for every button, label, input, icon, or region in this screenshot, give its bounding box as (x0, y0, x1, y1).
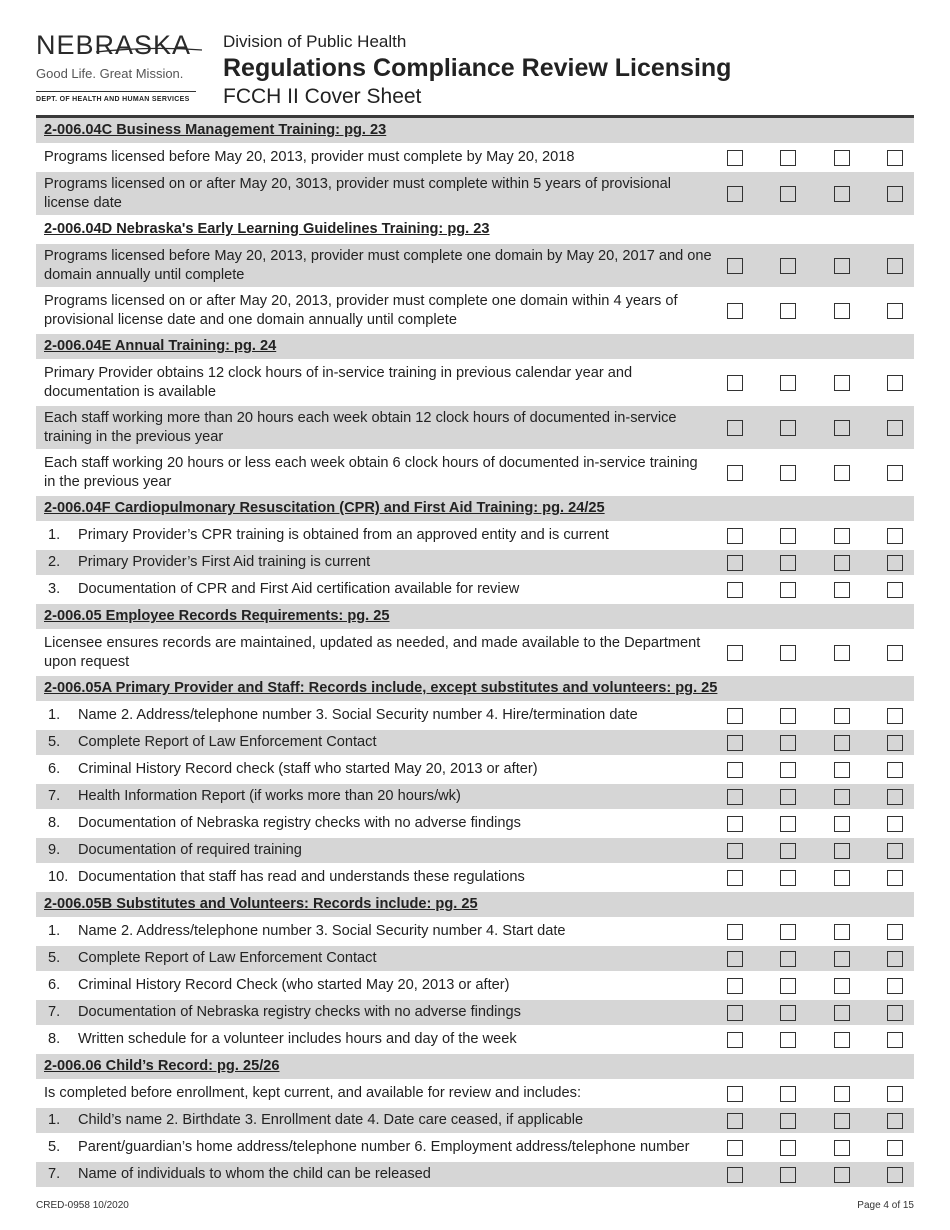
checkbox-group (722, 924, 914, 940)
item-text: Each staff working more than 20 hours each week obtain 12 clock hours of documented in-service training in the previous year (44, 409, 677, 445)
checkbox-group (722, 150, 914, 166)
requirement-text (36, 364, 722, 402)
requirement-text (36, 922, 722, 941)
checkbox-col-2[interactable] (780, 951, 796, 967)
checkbox-group (722, 375, 914, 391)
checkbox-group (722, 303, 914, 319)
checkbox-col-3[interactable] (834, 186, 850, 202)
checkbox-col-2[interactable] (780, 816, 796, 832)
checkbox-col-2[interactable] (780, 762, 796, 778)
checkbox-group (722, 762, 914, 778)
checkbox-col-3[interactable] (834, 150, 850, 166)
checkbox-col-4[interactable] (887, 1140, 903, 1156)
item-text: Child’s name 2. Birthdate 3. Enrollment date 4. Date care ceased, if applicable (78, 1112, 584, 1128)
checkbox-col-4[interactable] (887, 843, 903, 859)
logo-divider (36, 91, 196, 92)
checkbox-col-2[interactable] (780, 1140, 796, 1156)
checkbox-col-4[interactable] (887, 1005, 903, 1021)
logo-tagline: Good Life. Great Mission. (36, 66, 184, 81)
item-text: Name 2. Address/telephone number 3. Social Security number 4. Start date (78, 923, 566, 939)
checkbox-group (722, 870, 914, 886)
item-text: Programs licensed before May 20, 2013, provider must complete one domain by May 20, 2017 and one domain annually until complete (44, 247, 712, 283)
requirement-text (36, 1030, 722, 1049)
checklist-row (36, 361, 914, 406)
item-text: Written schedule for a volunteer includes hours and day of the week (78, 1031, 517, 1047)
checkbox-col-2[interactable] (780, 528, 796, 544)
checkbox-col-4[interactable] (887, 708, 903, 724)
form-id: CRED-0958 10/2020 (36, 1200, 129, 1211)
header (36, 30, 916, 114)
checkbox-group (722, 789, 914, 805)
item-number: 5. (48, 1139, 61, 1155)
item-text: Each staff working 20 hours or less each week obtain 6 clock hours of documented in-service training in the previous year (44, 454, 698, 490)
item-number: 1. (48, 707, 61, 723)
section-header-row (36, 1054, 914, 1081)
checkbox-col-2[interactable] (780, 258, 796, 274)
checkbox-col-2[interactable] (780, 789, 796, 805)
requirement-text (36, 409, 722, 447)
checkbox-col-1[interactable] (727, 375, 743, 391)
checklist-row (36, 730, 914, 757)
checkbox-col-2[interactable] (780, 186, 796, 202)
requirement-text (36, 841, 722, 860)
checklist-row (36, 838, 914, 865)
checklist-row (36, 757, 914, 784)
checkbox-col-4[interactable] (887, 978, 903, 994)
section-header-row (36, 217, 914, 244)
checkbox-group (722, 1005, 914, 1021)
section-header-row (36, 604, 914, 631)
item-number: 10. (48, 869, 69, 885)
item-number: 8. (48, 1031, 61, 1047)
checkbox-col-4[interactable] (887, 465, 903, 481)
checkbox-col-1[interactable] (727, 843, 743, 859)
checklist-row (36, 973, 914, 1000)
checkbox-col-4[interactable] (887, 582, 903, 598)
checkbox-col-2[interactable] (780, 150, 796, 166)
checkbox-col-2[interactable] (780, 735, 796, 751)
section-title (36, 499, 914, 518)
item-text: Programs licensed before May 20, 2013, provider must complete by May 20, 2018 (44, 149, 575, 165)
checkbox-group (722, 1086, 914, 1102)
checkbox-col-3[interactable] (834, 555, 850, 571)
checkbox-group (722, 420, 914, 436)
checkbox-group (722, 186, 914, 202)
checkbox-group (722, 582, 914, 598)
checkbox-col-3[interactable] (834, 951, 850, 967)
checkbox-col-4[interactable] (887, 375, 903, 391)
checkbox-col-1[interactable] (727, 258, 743, 274)
checkbox-col-2[interactable] (780, 870, 796, 886)
logo-dept: DEPT. OF HEALTH AND HUMAN SERVICES (36, 96, 190, 103)
nebraska-logo (36, 30, 206, 103)
item-text: Complete Report of Law Enforcement Contact (78, 734, 377, 750)
checkbox-col-4[interactable] (887, 645, 903, 661)
item-number: 5. (48, 950, 61, 966)
item-number: 7. (48, 788, 61, 804)
checklist-row (36, 523, 914, 550)
checklist-row (36, 1135, 914, 1162)
section-header-row (36, 892, 914, 919)
section-title (36, 220, 914, 239)
item-text: Name 2. Address/telephone number 3. Social Security number 4. Hire/termination date (78, 707, 638, 723)
section-title (36, 895, 914, 914)
checklist-row (36, 1162, 914, 1189)
checklist-row (36, 289, 914, 334)
item-text: Criminal History Record check (staff who started May 20, 2013 or after) (78, 761, 538, 777)
checkbox-col-1[interactable] (727, 1032, 743, 1048)
checkbox-col-2[interactable] (780, 708, 796, 724)
checkbox-col-2[interactable] (780, 1086, 796, 1102)
item-number: 1. (48, 1112, 61, 1128)
item-text: Primary Provider’s CPR training is obtained from an approved entity and is current (78, 527, 609, 543)
logo-swoosh-icon (94, 44, 204, 56)
checkbox-col-4[interactable] (887, 303, 903, 319)
checkbox-col-1[interactable] (727, 1086, 743, 1102)
requirement-text (36, 1003, 722, 1022)
section-header-row (36, 118, 914, 145)
item-text: Criminal History Record Check (who started May 20, 2013 or after) (78, 977, 510, 993)
item-number: 1. (48, 923, 61, 939)
checkbox-col-3[interactable] (834, 303, 850, 319)
requirement-text (36, 454, 722, 492)
checkbox-col-4[interactable] (887, 951, 903, 967)
checkbox-col-3[interactable] (834, 978, 850, 994)
checklist-row (36, 1000, 914, 1027)
checkbox-col-1[interactable] (727, 555, 743, 571)
requirement-text (36, 1111, 722, 1130)
checkbox-col-3[interactable] (834, 735, 850, 751)
item-number: 7. (48, 1004, 61, 1020)
checklist-table (36, 118, 914, 1189)
checkbox-col-4[interactable] (887, 258, 903, 274)
checkbox-col-3[interactable] (834, 1167, 850, 1183)
checkbox-col-4[interactable] (887, 420, 903, 436)
requirement-text (36, 949, 722, 968)
item-text: Documentation of Nebraska registry checks with no adverse findings (78, 1004, 521, 1020)
checkbox-col-3[interactable] (834, 1032, 850, 1048)
page-subtitle: FCCH II Cover Sheet (223, 85, 422, 108)
checkbox-col-4[interactable] (887, 1113, 903, 1129)
requirement-text (36, 733, 722, 752)
item-text: Programs licensed on or after May 20, 2013, provider must complete one domain within 4 years of provisional license date and one domain annually until complete (44, 292, 678, 328)
checkbox-col-1[interactable] (727, 762, 743, 778)
checkbox-col-2[interactable] (780, 303, 796, 319)
checkbox-col-3[interactable] (834, 1140, 850, 1156)
checkbox-col-1[interactable] (727, 951, 743, 967)
section-header-row (36, 496, 914, 523)
checkbox-col-3[interactable] (834, 708, 850, 724)
division-name: Division of Public Health (223, 32, 407, 51)
requirement-text (36, 148, 722, 167)
checkbox-col-2[interactable] (780, 465, 796, 481)
section-title (36, 121, 914, 140)
checklist-row (36, 865, 914, 892)
checkbox-group (722, 735, 914, 751)
section-header-row (36, 676, 914, 703)
requirement-text (36, 175, 722, 213)
requirement-text (36, 760, 722, 779)
checklist-row (36, 631, 914, 676)
checkbox-col-1[interactable] (727, 303, 743, 319)
checkbox-col-2[interactable] (780, 1113, 796, 1129)
checkbox-group (722, 645, 914, 661)
checkbox-col-1[interactable] (727, 582, 743, 598)
checkbox-col-4[interactable] (887, 1032, 903, 1048)
checkbox-col-3[interactable] (834, 762, 850, 778)
checkbox-col-4[interactable] (887, 870, 903, 886)
logo-wordmark: NEBRASKA (36, 30, 192, 60)
checkbox-group (722, 258, 914, 274)
item-text: Complete Report of Law Enforcement Contact (78, 950, 377, 966)
checkbox-col-2[interactable] (780, 924, 796, 940)
checkbox-col-1[interactable] (727, 528, 743, 544)
section-title (36, 679, 914, 698)
checkbox-group (722, 1140, 914, 1156)
checkbox-col-1[interactable] (727, 978, 743, 994)
item-text: Name of individuals to whom the child can be released (78, 1166, 431, 1182)
checkbox-col-3[interactable] (834, 843, 850, 859)
item-text: Parent/guardian’s home address/telephone number 6. Employment address/telephone number (78, 1139, 690, 1155)
checkbox-col-3[interactable] (834, 1005, 850, 1021)
item-text: Programs licensed on or after May 20, 3013, provider must complete within 5 years of provisional license date (44, 175, 672, 211)
checklist-row (36, 406, 914, 451)
checkbox-col-1[interactable] (727, 1113, 743, 1129)
item-number: 1. (48, 527, 61, 543)
checkbox-col-4[interactable] (887, 1167, 903, 1183)
checkbox-col-2[interactable] (780, 843, 796, 859)
checklist-row (36, 946, 914, 973)
requirement-text (36, 580, 722, 599)
checkbox-col-3[interactable] (834, 1113, 850, 1129)
checklist-row (36, 811, 914, 838)
section-header-row (36, 334, 914, 361)
item-text: 2-006.04F Cardiopulmonary Resuscitation (CPR) and First Aid Training: pg. 24/25 (44, 500, 605, 516)
checkbox-col-2[interactable] (780, 978, 796, 994)
checkbox-col-4[interactable] (887, 924, 903, 940)
checklist-row (36, 703, 914, 730)
checkbox-group (722, 978, 914, 994)
checkbox-col-2[interactable] (780, 555, 796, 571)
checkbox-col-4[interactable] (887, 762, 903, 778)
checkbox-group (722, 951, 914, 967)
checklist-row (36, 145, 914, 172)
item-text: Primary Provider obtains 12 clock hours of in-service training in previous calendar year and documentation is available (44, 364, 633, 400)
item-text: 2-006.06 Child’s Record: pg. 25/26 (44, 1058, 280, 1074)
item-text: Documentation of required training (78, 842, 302, 858)
checkbox-col-3[interactable] (834, 375, 850, 391)
checkbox-col-4[interactable] (887, 555, 903, 571)
item-text: 2-006.05B Substitutes and Volunteers: Records include: pg. 25 (44, 896, 478, 912)
checkbox-col-4[interactable] (887, 789, 903, 805)
checkbox-col-1[interactable] (727, 645, 743, 661)
checklist-row (36, 172, 914, 217)
requirement-text (36, 814, 722, 833)
checkbox-col-3[interactable] (834, 924, 850, 940)
checkbox-col-3[interactable] (834, 528, 850, 544)
checkbox-col-1[interactable] (727, 465, 743, 481)
checkbox-col-1[interactable] (727, 420, 743, 436)
requirement-text (36, 706, 722, 725)
item-number: 6. (48, 761, 61, 777)
checkbox-col-3[interactable] (834, 465, 850, 481)
requirement-text (36, 868, 722, 887)
requirement-text (36, 634, 722, 672)
checklist-row (36, 784, 914, 811)
section-title (36, 1057, 914, 1076)
page-title: Regulations Compliance Review Licensing (223, 54, 732, 82)
checkbox-col-4[interactable] (887, 816, 903, 832)
requirement-text (36, 526, 722, 545)
requirement-text (36, 1165, 722, 1184)
header-titles (223, 32, 731, 110)
item-number: 7. (48, 1166, 61, 1182)
item-number: 8. (48, 815, 61, 831)
checkbox-col-1[interactable] (727, 816, 743, 832)
checkbox-col-2[interactable] (780, 375, 796, 391)
checkbox-group (722, 528, 914, 544)
requirement-text (36, 292, 722, 330)
requirement-text (36, 1138, 722, 1157)
checkbox-group (722, 816, 914, 832)
checklist-row (36, 1027, 914, 1054)
checklist-row (36, 244, 914, 289)
requirement-text (36, 553, 722, 572)
checklist-row (36, 919, 914, 946)
checkbox-col-2[interactable] (780, 645, 796, 661)
item-text: Documentation of CPR and First Aid certification available for review (78, 581, 520, 597)
requirement-text (36, 787, 722, 806)
checkbox-col-1[interactable] (727, 150, 743, 166)
checkbox-col-4[interactable] (887, 150, 903, 166)
checkbox-col-2[interactable] (780, 420, 796, 436)
checkbox-col-1[interactable] (727, 735, 743, 751)
checkbox-col-3[interactable] (834, 420, 850, 436)
item-text: Licensee ensures records are maintained, updated as needed, and made available to the Department upon request (44, 634, 701, 670)
requirement-text (36, 1084, 722, 1103)
checkbox-group (722, 465, 914, 481)
checkbox-col-3[interactable] (834, 1086, 850, 1102)
checkbox-col-1[interactable] (727, 708, 743, 724)
checkbox-col-4[interactable] (887, 528, 903, 544)
item-text: 2-006.04D Nebraska's Early Learning Guidelines Training: pg. 23 (44, 221, 490, 237)
checkbox-col-2[interactable] (780, 1032, 796, 1048)
checkbox-col-3[interactable] (834, 870, 850, 886)
checkbox-group (722, 1032, 914, 1048)
item-text: Documentation of Nebraska registry checks with no adverse findings (78, 815, 521, 831)
checkbox-col-1[interactable] (727, 1005, 743, 1021)
checkbox-col-1[interactable] (727, 1167, 743, 1183)
item-text: 2-006.05A Primary Provider and Staff: Records include, except substitutes and volunteers: pg. 25 (44, 680, 718, 696)
item-text: 2-006.04E Annual Training: pg. 24 (44, 338, 277, 354)
item-text: Is completed before enrollment, kept current, and available for review and includes: (44, 1085, 582, 1101)
checkbox-col-3[interactable] (834, 789, 850, 805)
item-text: 2-006.04C Business Management Training: pg. 23 (44, 122, 387, 138)
checkbox-col-4[interactable] (887, 735, 903, 751)
item-number: 2. (48, 554, 61, 570)
item-number: 9. (48, 842, 61, 858)
checkbox-col-2[interactable] (780, 1005, 796, 1021)
checkbox-col-1[interactable] (727, 924, 743, 940)
checkbox-group (722, 1113, 914, 1129)
checkbox-col-1[interactable] (727, 789, 743, 805)
checkbox-col-4[interactable] (887, 186, 903, 202)
checkbox-col-2[interactable] (780, 582, 796, 598)
checklist-row (36, 1081, 914, 1108)
item-text: Documentation that staff has read and understands these regulations (78, 869, 525, 885)
item-number: 6. (48, 977, 61, 993)
requirement-text (36, 976, 722, 995)
checkbox-group (722, 708, 914, 724)
item-text: Primary Provider’s First Aid training is current (78, 554, 371, 570)
checkbox-group (722, 843, 914, 859)
checkbox-col-3[interactable] (834, 258, 850, 274)
checklist-row (36, 1108, 914, 1135)
checkbox-col-1[interactable] (727, 870, 743, 886)
item-text: Health Information Report (if works more than 20 hours/wk) (78, 788, 461, 804)
checkbox-col-4[interactable] (887, 1086, 903, 1102)
section-title (36, 337, 914, 356)
requirement-text (36, 247, 722, 285)
checkbox-col-3[interactable] (834, 645, 850, 661)
page-number: Page 4 of 15 (857, 1200, 914, 1211)
checkbox-col-1[interactable] (727, 186, 743, 202)
checklist-row (36, 577, 914, 604)
checkbox-col-3[interactable] (834, 816, 850, 832)
checkbox-group (722, 555, 914, 571)
section-title (36, 607, 914, 626)
checkbox-col-1[interactable] (727, 1140, 743, 1156)
item-text: 2-006.05 Employee Records Requirements: pg. 25 (44, 608, 390, 624)
checkbox-col-2[interactable] (780, 1167, 796, 1183)
item-number: 3. (48, 581, 61, 597)
checklist-row (36, 451, 914, 496)
checklist-row (36, 550, 914, 577)
checkbox-col-3[interactable] (834, 582, 850, 598)
item-number: 5. (48, 734, 61, 750)
checkbox-group (722, 1167, 914, 1183)
